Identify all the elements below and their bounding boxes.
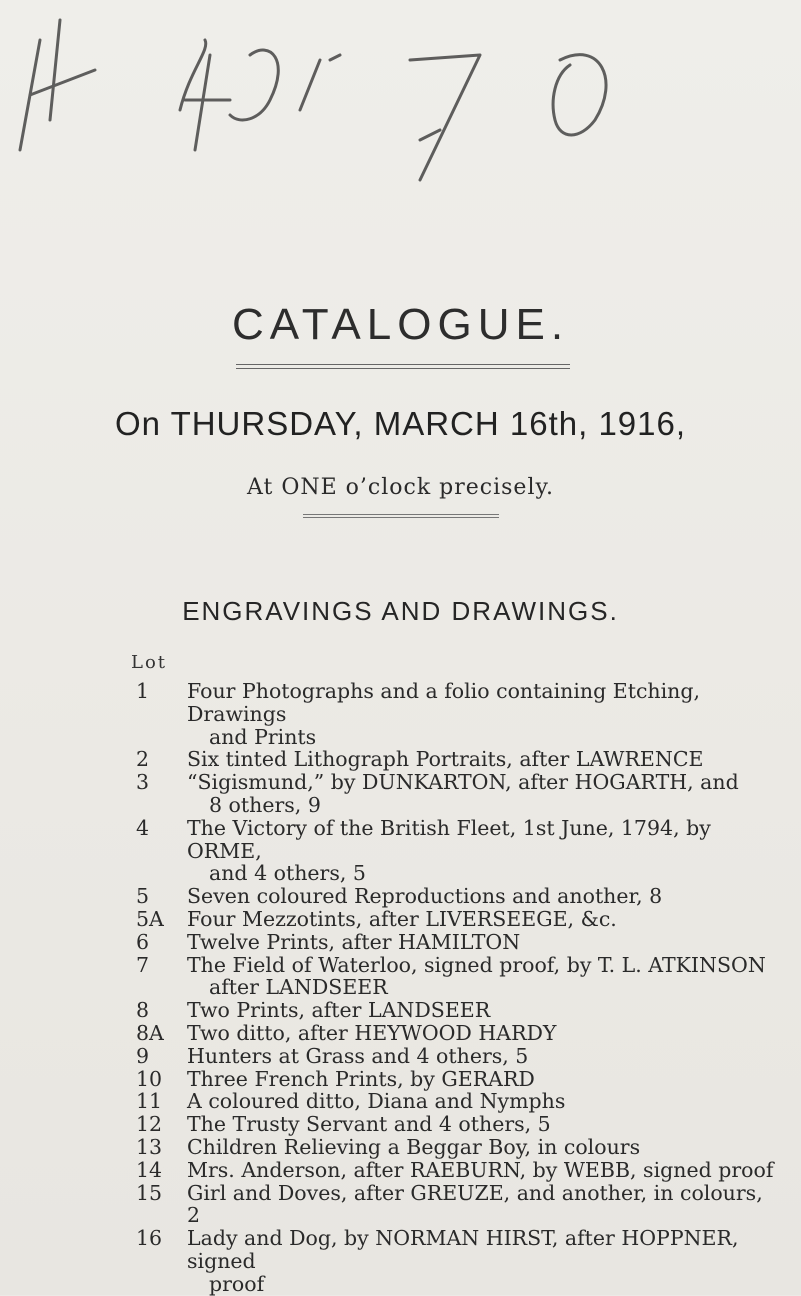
lot-description: Hunters at Grass and 4 others, 5 xyxy=(187,1043,529,1068)
lot-entry xyxy=(0,954,801,1000)
time-rule xyxy=(303,514,499,515)
lot-entry xyxy=(0,1045,801,1068)
sale-date: On THURSDAY, MARCH 16th, 1916, xyxy=(114,405,687,442)
lot-number: 11 xyxy=(136,1089,163,1114)
lot-number: 7 xyxy=(136,952,150,977)
lot-entry xyxy=(0,1113,801,1136)
section-heading: ENGRAVINGS AND DRAWINGS. xyxy=(182,596,619,626)
lot-description: Three French Prints, by GERARD xyxy=(187,1066,535,1091)
lot-description: Girl and Doves, after GREUZE, and another, in colours, 2 xyxy=(187,1180,763,1228)
lot-entry xyxy=(0,748,801,771)
lot-entry xyxy=(0,1090,801,1113)
lot-list xyxy=(0,680,801,1296)
lot-entry xyxy=(0,1182,801,1228)
lot-number: 6 xyxy=(136,929,150,954)
lot-entry xyxy=(0,999,801,1022)
lot-number: 10 xyxy=(136,1066,163,1091)
lot-description: Mrs. Anderson, after RAEBURN, by WEBB, signed proof xyxy=(187,1157,774,1182)
lot-entry xyxy=(0,771,801,817)
lot-entry xyxy=(0,1022,801,1045)
title-rule-2 xyxy=(236,368,570,369)
sale-time: At ONE o’clock precisely. xyxy=(247,475,554,500)
lot-number: 13 xyxy=(136,1134,163,1159)
pencil-annotation xyxy=(0,0,801,200)
lot-description: Four Mezzotints, after LIVERSEEGE, &c. xyxy=(187,906,617,931)
lot-description: Four Photographs and a folio containing Etching, Drawings xyxy=(187,679,701,726)
lot-number: 3 xyxy=(136,770,150,795)
page-title: CATALOGUE. xyxy=(231,300,570,349)
lot-column-label: Lot xyxy=(131,652,168,673)
lot-number: 12 xyxy=(136,1112,163,1137)
lot-description-continued: and Prints xyxy=(209,724,317,749)
lot-description: Two Prints, after LANDSEER xyxy=(187,998,491,1023)
lot-number: 8A xyxy=(136,1020,164,1045)
lot-description: Twelve Prints, after HAMILTON xyxy=(187,929,521,954)
lot-number: 2 xyxy=(136,747,150,772)
lot-description: Two ditto, after HEYWOOD HARDY xyxy=(187,1020,557,1045)
lot-description: The Victory of the British Fleet, 1st June, 1794, by ORME, xyxy=(187,815,711,863)
lot-entry xyxy=(0,908,801,931)
lot-number: 5 xyxy=(136,884,150,909)
lot-description-continued: 8 others, 9 xyxy=(209,792,321,817)
lot-description: “Sigismund,” by DUNKARTON, after HOGARTH, and xyxy=(187,770,739,795)
lot-number: 5A xyxy=(136,906,164,931)
lot-entry xyxy=(0,817,801,885)
lot-entry xyxy=(0,1159,801,1182)
lot-description: Lady and Dog, by NORMAN HIRST, after HOPPNER, signed xyxy=(187,1226,739,1273)
lot-entry xyxy=(0,680,801,748)
lot-entry xyxy=(0,931,801,954)
lot-number: 14 xyxy=(136,1157,163,1182)
lot-description-continued: and 4 others, 5 xyxy=(209,861,366,886)
lot-description: Children Relieving a Beggar Boy, in colours xyxy=(187,1134,641,1159)
lot-number: 4 xyxy=(136,815,150,840)
lot-entry xyxy=(0,1068,801,1091)
lot-description: Six tinted Lithograph Portraits, after LAWRENCE xyxy=(187,747,704,772)
title-rule xyxy=(236,364,570,365)
lot-entry xyxy=(0,885,801,908)
lot-number: 8 xyxy=(136,998,150,1023)
lot-number: 9 xyxy=(136,1043,150,1068)
lot-number: 1 xyxy=(136,679,150,703)
lot-description-continued: proof xyxy=(209,1271,265,1296)
lot-number: 16 xyxy=(136,1226,163,1251)
lot-description: The Field of Waterloo, signed proof, by T. L. ATKINSON xyxy=(187,952,766,977)
lot-description-continued: after LANDSEER xyxy=(209,975,388,1000)
lot-entry xyxy=(0,1227,801,1295)
time-rule-2 xyxy=(303,517,499,518)
lot-number: 15 xyxy=(136,1180,163,1205)
lot-description: Seven coloured Reproductions and another, 8 xyxy=(187,884,663,909)
lot-description: A coloured ditto, Diana and Nymphs xyxy=(187,1089,566,1114)
lot-description: The Trusty Servant and 4 others, 5 xyxy=(187,1112,551,1137)
lot-entry xyxy=(0,1136,801,1159)
